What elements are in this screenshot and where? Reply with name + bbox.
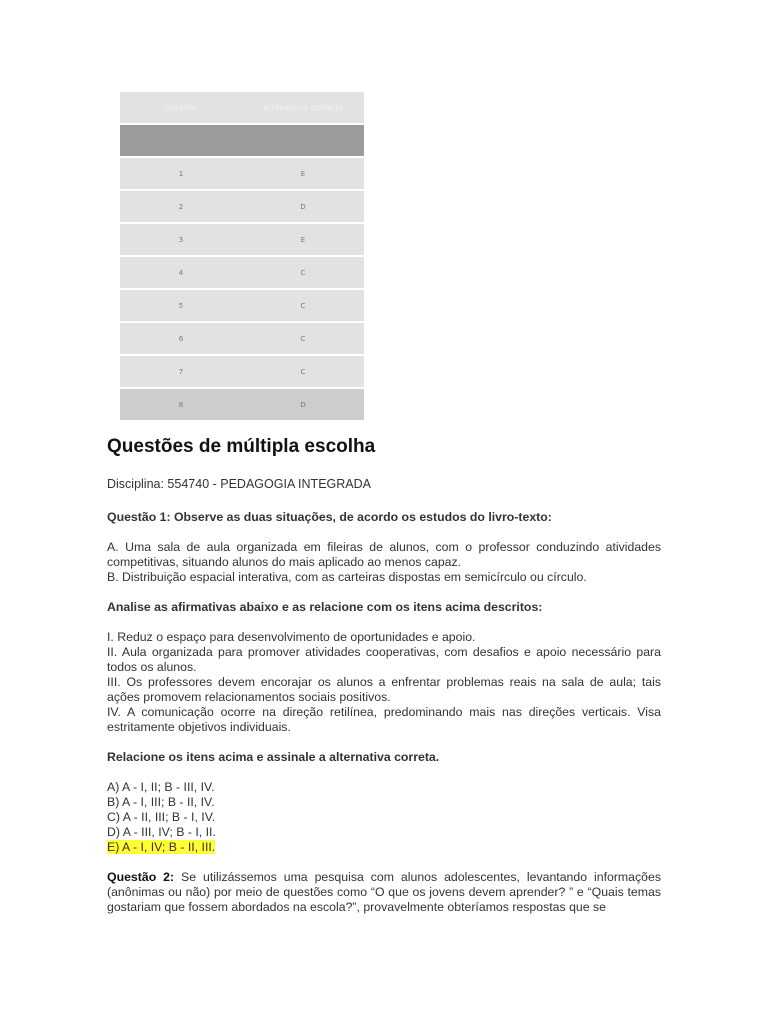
- correct-answer: D: [300, 202, 306, 211]
- option-e-text: E) A - I, IV; B - II, III.: [107, 840, 216, 854]
- question-1-heading: Questão 1: Observe as duas situações, de acordo os estudos do livro-texto:: [107, 510, 552, 524]
- discipline-line: Disciplina: 554740 - PEDAGOGIA INTEGRADA: [107, 477, 371, 491]
- question-number: 3: [178, 235, 184, 244]
- question-2: [107, 870, 661, 915]
- situation-a: A. Uma sala de aula organizada em fileiras de alunos, com o professor conduzindo atividades competitivas, situando alunos do mais aplicado ao menos capaz.: [107, 540, 661, 569]
- option-a-text: A) A - I, II; B - III, IV.: [107, 780, 215, 794]
- table-row: [120, 224, 364, 255]
- question-number: 5: [178, 301, 184, 310]
- correct-answer: C: [300, 367, 306, 376]
- table-header-row: [120, 92, 364, 123]
- question-number: 6: [178, 334, 184, 343]
- question-2-text: Se utilizássemos uma pesquisa com alunos adolescentes, levantando informações (anônimas ou não) por meio de questões como “O que os jovens devem aprender? ” e “Quais temas gostariam que fossem abordados na escola?”, provavelmente obteríamos respostas que se: [107, 870, 661, 914]
- header-question: QUESTÃO: [164, 103, 198, 112]
- option-c: [107, 810, 661, 825]
- answer-key-table: [120, 92, 364, 422]
- correct-answer: C: [300, 268, 306, 277]
- correct-answer: D: [300, 400, 306, 409]
- table-row: [120, 257, 364, 288]
- table-row: [120, 323, 364, 354]
- question-number: 2: [178, 202, 184, 211]
- option-d-text: D) A - III, IV; B - I, II.: [107, 825, 216, 839]
- situation-b: B. Distribuição espacial interativa, com as carteiras dispostas em semicírculo ou círculo.: [107, 570, 587, 584]
- question-1: [107, 510, 661, 915]
- table-band-row: [120, 125, 364, 156]
- correct-answer: C: [300, 334, 306, 343]
- question-number: 7: [178, 367, 184, 376]
- question-2-label: Questão 2:: [107, 870, 175, 884]
- question-number: 8: [178, 400, 184, 409]
- table-row: [120, 356, 364, 387]
- page-title: Questões de múltipla escolha: [107, 436, 376, 457]
- option-d: [107, 825, 661, 840]
- question-number: 1: [178, 169, 184, 178]
- option-b: [107, 795, 661, 810]
- table-row: [120, 290, 364, 321]
- analyze-heading: Analise as afirmativas abaixo e as relacione com os itens acima descritos:: [107, 600, 543, 614]
- correct-answer: C: [300, 301, 306, 310]
- statement-iii: III. Os professores devem encorajar os alunos a enfrentar problemas reais na sala de aula; tais ações promovem relacionamentos sociais positivos.: [107, 675, 661, 704]
- option-b-text: B) A - I, III; B - II, IV.: [107, 795, 215, 809]
- statement-ii: II. Aula organizada para promover atividades cooperativas, com desafios e apoio necessário para todos os alunos.: [107, 645, 661, 674]
- table-row: [120, 191, 364, 222]
- instruction: Relacione os itens acima e assinale a alternativa correta.: [107, 750, 440, 764]
- header-correct-alternative: ALTERNATIVA CORRETA: [263, 103, 343, 112]
- table-row: [120, 389, 364, 420]
- question-number: 4: [178, 268, 184, 277]
- option-e-highlighted: [107, 840, 661, 855]
- option-a: [107, 780, 661, 795]
- correct-answer: E: [300, 169, 306, 178]
- correct-answer: E: [300, 235, 306, 244]
- statement-iv: IV. A comunicação ocorre na direção retilínea, predominando mais nas direções verticais. Visa estritamente objetivos individuais.: [107, 705, 661, 734]
- table-row: [120, 158, 364, 189]
- option-c-text: C) A - II, III; B - I, IV.: [107, 810, 216, 824]
- statement-i: I. Reduz o espaço para desenvolvimento de oportunidades e apoio.: [107, 630, 476, 644]
